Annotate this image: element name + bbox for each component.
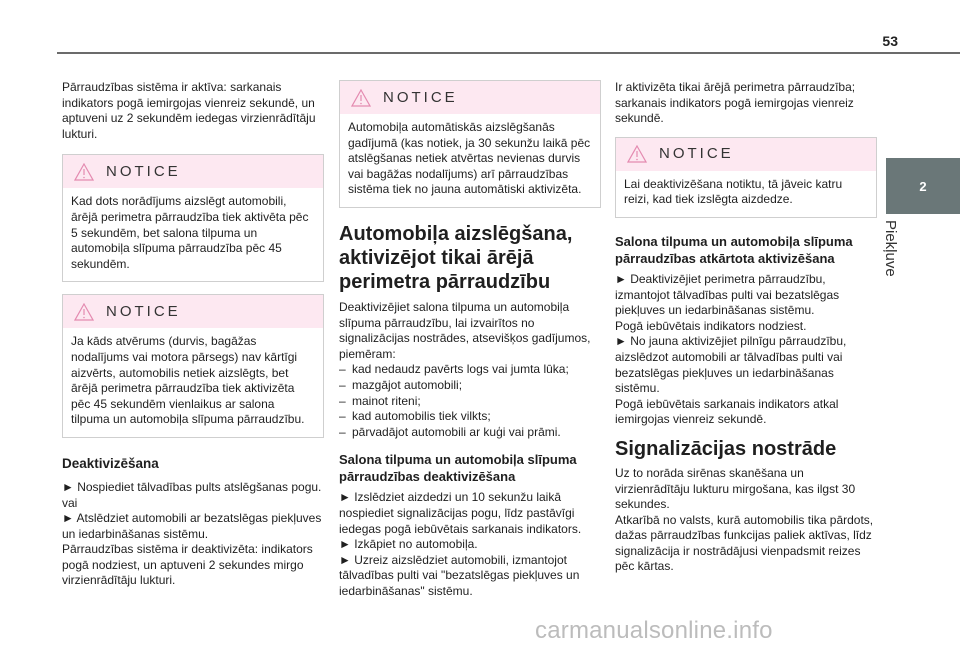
notice-title: NOTICE bbox=[383, 88, 458, 106]
col3-intro: Ir aktivizēta tikai ārējā perimetra pārraudzība; sarkanais indikators pogā iemirgojas vienreiz sekundē. bbox=[615, 80, 856, 126]
paragraph: Pārraudzības sistēma ir deaktivizēta: indikators pogā nodziest, un aptuveni 2 sekundes mirgo virzienrādītāju lukturi. bbox=[62, 542, 313, 588]
column-1 bbox=[62, 80, 324, 589]
warning-icon bbox=[351, 89, 371, 107]
notice-title: NOTICE bbox=[106, 303, 181, 321]
notice-header bbox=[340, 81, 600, 114]
subsection-heading: Salona tilpuma un automobiļa slīpuma pārraudzības deaktivizēšana bbox=[339, 452, 577, 485]
step: Pogā iebūvētais sarkanais indikators atkal iemirgojas vienreiz sekundē. bbox=[615, 396, 839, 427]
warning-icon bbox=[74, 163, 94, 181]
warning-icon bbox=[627, 145, 647, 163]
list-item: – pārvadājot automobili ar kuģi vai prāmi. bbox=[339, 424, 561, 439]
notice-text: Ja kāds atvērums (durvis, bagāžas nodalījums vai motora pārsegs) nav kārtīgi aizvērts, automobilis netiek aizslēgts, bet ārējā perimetra pārraudzība tiek aktivizēta pēc 45 sekundēm vienlaikus ar salona tilpuma un automobiļa slīpuma pārraudzību. bbox=[71, 334, 305, 427]
step: ► No jauna aktivizējiet pilnīgu pārraudzību, aizslēdzot automobili ar tālvadības pulti vai bezatslēgas piekļuves un iedarbināšanas sistēmu. bbox=[615, 334, 847, 396]
paragraph: Deaktivizējiet salona tilpuma un automobiļa slīpuma pārraudzību, lai izvairītos no signalizācijas nostrādes, atsevišķos gadījumos, piemēram: bbox=[339, 299, 591, 361]
notice-title: NOTICE bbox=[659, 145, 734, 163]
step: ► Deaktivizējiet perimetra pārraudzību, izmantojot tālvadības pulti vai bezatslēgas piekļuves un iedarbināšanas sistēmu. bbox=[615, 271, 840, 318]
col1-intro: Pārraudzības sistēma ir aktīva: sarkanais indikators pogā iemirgojas vienreiz sekundē, un aptuveni uz 2 sekundēm iedegas virzienrādītāju lukturi. bbox=[62, 80, 316, 141]
dash-list bbox=[339, 362, 601, 440]
list-item: – kad automobilis tiek vilkts; bbox=[339, 409, 491, 424]
notice-header bbox=[63, 295, 323, 328]
step: Pogā iebūvētais indikators nodziest. bbox=[615, 318, 807, 333]
section-heading: Signalizācijas nostrāde bbox=[615, 437, 837, 460]
notice-header bbox=[616, 138, 876, 171]
list-item: – mainot riteni; bbox=[339, 393, 421, 408]
notice-text: Lai deaktivizēšana notiktu, tā jāveic katru reizi, kad tiek izslēgta aizdedze. bbox=[624, 176, 843, 207]
notice-box bbox=[339, 80, 601, 208]
step: ► Uzreiz aizslēdziet automobili, izmantojot tālvadības pulti vai "bezatslēgas piekļuves un iedarbināšanas" sistēmu. bbox=[339, 552, 580, 598]
paragraph: Atkarībā no valsts, kurā automobilis tika pārdots, dažas pārraudzības funkcijas paliek aktīvas, līdz signalizācija ir nostrādājusi vienpadsmit reizes pēc kārtas. bbox=[615, 512, 874, 574]
step: ► Izslēdziet aizdedzi un 10 sekunžu laikā nospiediet signalizācijas pogu, līdz pastāvīgi iedegas pogā iebūvētais sarkanais indikators. bbox=[339, 490, 582, 536]
notice-title: NOTICE bbox=[106, 163, 181, 181]
list-item: – mazgājot automobili; bbox=[339, 377, 463, 392]
chapter-tab[interactable] bbox=[886, 158, 960, 214]
chapter-label-text: Piekļuve bbox=[882, 220, 899, 277]
section-heading: Automobiļa aizslēgšana, aktivizējot tikai ārējā perimetra pārraudzību bbox=[339, 222, 573, 293]
top-rule bbox=[57, 52, 960, 54]
step: ► Izkāpiet no automobiļa. bbox=[339, 537, 478, 552]
list-item: – kad nedaudz pavērts logs vai jumta lūka; bbox=[339, 362, 569, 377]
notice-header bbox=[63, 155, 323, 188]
notice-box bbox=[62, 154, 324, 282]
notice-text: Automobiļa automātiskās aizslēgšanās gadījumā (kas notiek, ja 30 sekunžu laikā pēc atslēgšanas netiek atvērtas nevienas durvis vai bagāžas nodalījums) arī pārraudzības sistēma tiek no jauna automātiski aktivizēta. bbox=[348, 120, 591, 197]
step: ► Atslēdziet automobili ar bezatslēgas piekļuves un iedarbināšanas sistēmu. bbox=[62, 511, 322, 541]
notice-box bbox=[62, 294, 324, 438]
section-heading: Deaktivizēšana bbox=[62, 455, 159, 471]
page-number: 53 bbox=[882, 33, 898, 49]
column-2 bbox=[339, 80, 601, 599]
chapter-number: 2 bbox=[919, 178, 927, 194]
column-3 bbox=[615, 80, 877, 575]
watermark: carmanualsonline.info bbox=[535, 617, 773, 644]
paragraph: Uz to norāda sirēnas skanēšana un virzienrādītāju lukturu mirgošana, kas ilgst 30 sekundes. bbox=[615, 465, 856, 512]
notice-text: Kad dots norādījums aizslēgt automobili, ārējā perimetra pārraudzība tiek aktivēta pēc 5 sekundēm, bet salona tilpuma un automobiļa slīpuma pārraudzība pēc 45 sekundēm. bbox=[71, 194, 309, 271]
step: ► Nospiediet tālvadības pults atslēgšanas pogu. bbox=[62, 479, 322, 494]
subsection-heading: Salona tilpuma un automobiļa slīpuma pārraudzības atkārtota aktivizēšana bbox=[615, 233, 853, 266]
step: vai bbox=[62, 495, 78, 510]
chapter-label bbox=[879, 220, 903, 284]
warning-icon bbox=[74, 303, 94, 321]
notice-box bbox=[615, 137, 877, 218]
